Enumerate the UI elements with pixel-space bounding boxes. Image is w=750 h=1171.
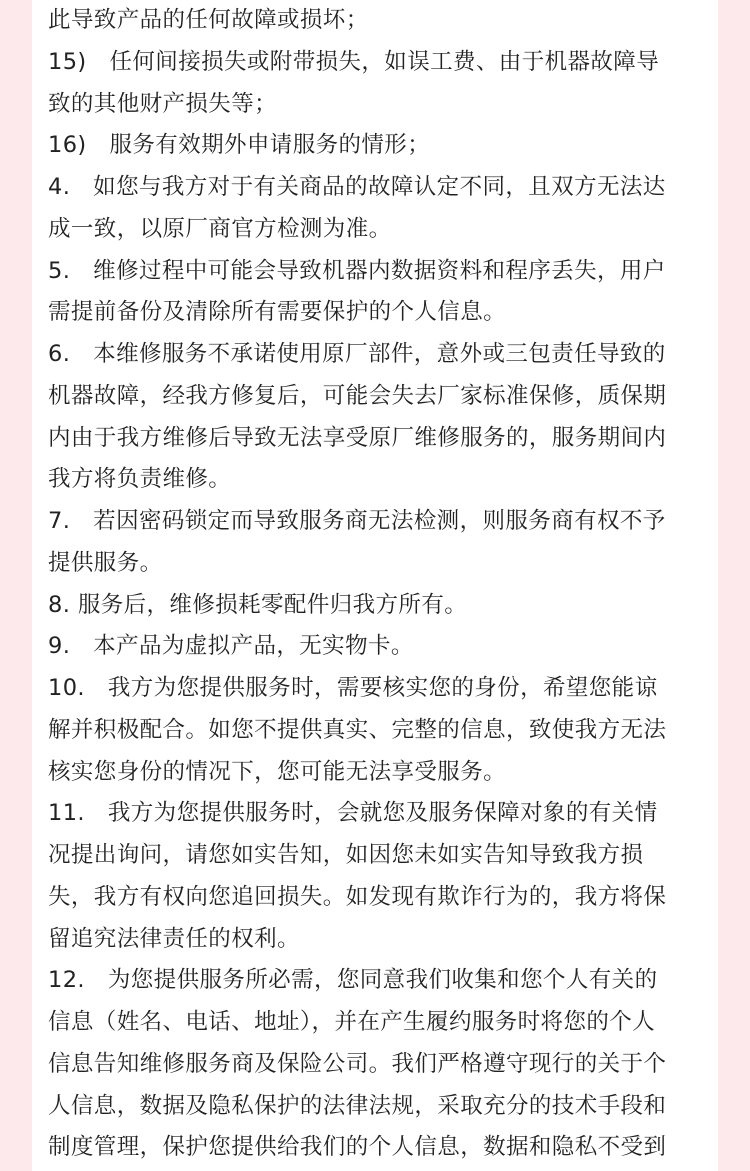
- text-line: 信息（姓名、电话、地址），并在产生履约服务时将您的个人: [48, 1009, 656, 1035]
- text-line: 提供服务。: [48, 549, 163, 576]
- text-line: 10. 我方为您提供服务时，需要核实您的身份，希望您能谅: [48, 675, 658, 701]
- text-line: 解并积极配合。如您不提供真实、完整的信息，致使我方无法: [48, 716, 667, 743]
- text-line: 人信息，数据及隐私保护的法律法规，采取充分的技术手段和: [48, 1092, 667, 1119]
- text-line: 失，我方有权向您追回损失。如发现有欺诈行为的，我方将保: [48, 883, 667, 910]
- text-line: 需提前备份及清除所有需要保护的个人信息。: [48, 299, 507, 326]
- text-line: 11. 我方为您提供服务时，会就您及服务保障对象的有关情: [48, 800, 658, 827]
- text-line: 12. 为您提供服务所必需，您同意我们收集和您个人有关的: [48, 967, 658, 994]
- text-line: 5. 维修过程中可能会导致机器内数据资料和程序丢失，用户: [48, 257, 666, 284]
- text-line: 成一致，以原厂商官方检测为准。: [48, 215, 392, 242]
- text-line: 6. 本维修服务不承诺使用原厂部件，意外或三包责任导致的: [48, 341, 666, 367]
- text-line: 7. 若因密码锁定而导致服务商无法检测，则服务商有权不予: [48, 508, 666, 534]
- text-line: 4. 如您与我方对于有关商品的故障认定不同，且双方无法达: [48, 174, 666, 200]
- text-line: 8. 服务后，维修损耗零配件归我方所有。: [48, 591, 468, 618]
- text-line: 制度管理，保护您提供给我们的个人信息，数据和隐私不受到: [48, 1134, 667, 1161]
- text-line: 留追究法律责任的权利。: [48, 925, 300, 952]
- text-line: 此导致产品的任何故障或损坏；: [48, 7, 369, 33]
- text-line: 内由于我方维修后导致无法享受原厂维修服务的，服务期间内: [48, 424, 667, 451]
- document-page: [32, 0, 718, 1171]
- text-line: 机器故障，经我方修复后，可能会失去厂家标准保修，质保期: [48, 382, 667, 409]
- text-line: 16) 服务有效期外申请服务的情形；: [48, 132, 431, 159]
- text-line: 况提出询问，请您如实告知，如因您未如实告知导致我方损: [48, 842, 644, 868]
- text-line: 致的其他财产损失等；: [48, 90, 278, 117]
- text-line: 信息告知维修服务商及保险公司。我们严格遵守现行的关于个: [48, 1050, 667, 1077]
- text-line: 核实您身份的情况下，您可能无法享受服务。: [48, 758, 507, 785]
- text-line: 15) 任何间接损失或附带损失，如误工费、由于机器故障导: [48, 48, 660, 75]
- text-line: 9. 本产品为虚拟产品，无实物卡。: [48, 633, 414, 660]
- terms-text: [48, 0, 716, 1169]
- text-line: 我方将负责维修。: [48, 466, 232, 493]
